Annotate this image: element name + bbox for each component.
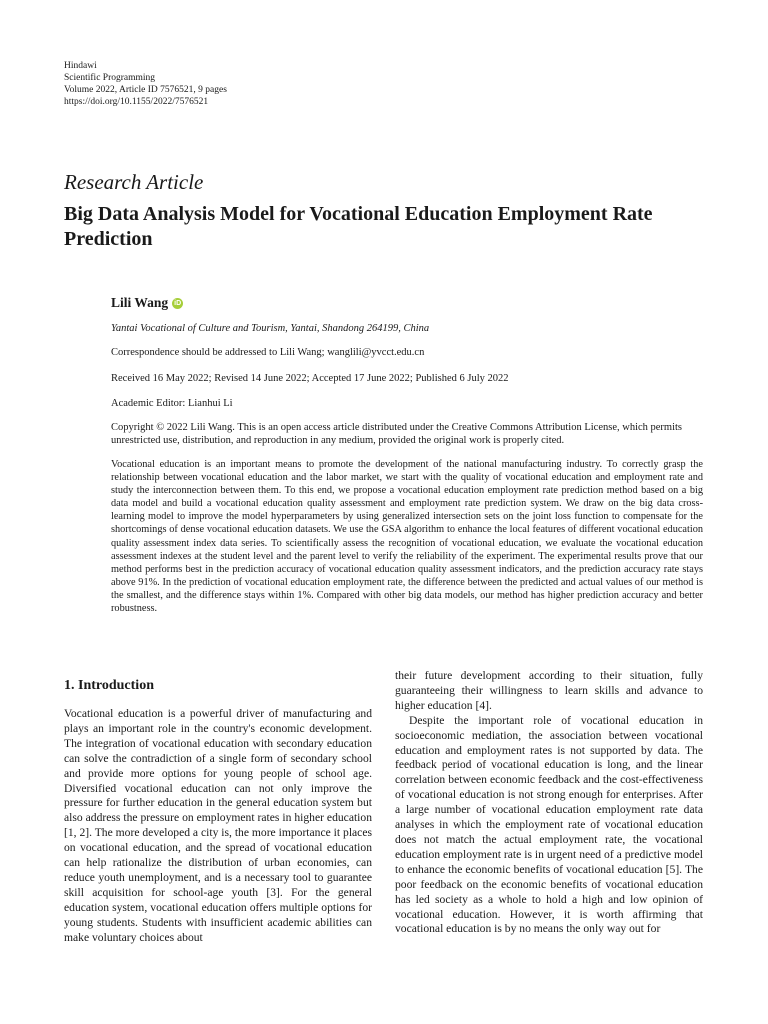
- correspondence: Correspondence should be addressed to Lili Wang; wanglili@yvcct.edu.cn: [111, 347, 425, 358]
- doi-link[interactable]: https://doi.org/10.1155/2022/7576521: [64, 97, 209, 107]
- author-name[interactable]: Lili Wang: [111, 295, 169, 310]
- publication-dates: Received 16 May 2022; Revised 14 June 2022; Accepted 17 June 2022; Published 6 July 2022: [111, 373, 509, 384]
- publisher-name: Hindawi: [64, 61, 97, 71]
- body-paragraph-right-2: Despite the important role of vocational education in socioeconomic mediation, the association between vocational education and employment rates is not supported by data. The feedback period of vocational education is long, and the linear correlation between economic feedback and the cost-effectiveness of vocational education is not strong enough for enterprises. After a large number of vocational education employment rate data analyses in which the employment rate of vocational education does not match the actual employment rate, the vocational education employment rate is in urgent need of a predictive model to enhance the economic benefits of vocational education [5]. The poor feedback on the economic benefits of vocational education has led society as a whole to hold a high and low opinion of vocational education. However, it is worth affirming that vocational education is by no means the only way out for: [395, 713, 703, 936]
- copyright-notice: Copyright © 2022 Lili Wang. This is an open access article distributed under the Creative Commons Attribution License, which permits unrestricted use, distribution, and reproduction in any medium, provided the original work is properly cited.: [111, 422, 683, 446]
- article-type: Research Article: [64, 170, 204, 194]
- journal-header: [64, 60, 227, 108]
- journal-name: Scientific Programming: [64, 73, 156, 83]
- author-line: [111, 295, 711, 311]
- affiliation: Yantai Vocational of Culture and Tourism, Yantai, Shandong 264199, China: [111, 323, 430, 334]
- volume-info: Volume 2022, Article ID 7576521, 9 pages: [64, 85, 227, 95]
- section-heading-introduction: 1. Introduction: [64, 678, 154, 693]
- academic-editor: Academic Editor: Lianhui Li: [111, 398, 233, 409]
- body-column-right: [395, 669, 703, 937]
- orcid-icon[interactable]: iD: [174, 299, 182, 307]
- body-paragraph-right-1: their future development according to their situation, fully guaranteeing their willingness to learn skills and advance to higher education [4].: [395, 669, 703, 712]
- body-paragraph-left: Vocational education is a powerful driver of manufacturing and plays an important role in the country's economic development. The integration of vocational education with secondary education can solve the contradiction of a single form of secondary school and provide more options for young people of school age. Diversified vocational education can not only improve the pressure for further education in the general education system but also address the pressure on employment rates in higher education [1, 2]. The more developed a city is, the more importance it places on vocational education, and the spread of vocational education can help rationalize the distribution of urban economies, can reduce youth unemployment, and is a necessary tool to guarantee skill acquisition for school-age youth [3]. For the general education system, vocational education offers multiple options for young students. Students with insufficient academic abilities can make voluntary choices about: [64, 707, 372, 944]
- paper-title: Big Data Analysis Model for Vocational Education Employment Rate Prediction: [64, 203, 653, 250]
- abstract: Vocational education is an important means to promote the development of the national manufacturing industry. To correctly grasp the relationship between vocational education and the labor market, we start with the quality of vocational education and employment rate and study the interconnection between them. To this end, we propose a vocational education employment rate prediction method based on a big data model and build a vocational education quality assessment and employment rate prediction system. We draw on the big data cross-learning model to improve the model hyperparameters by using generalized intersection sets on the joint loss function to compensate for the shortcomings of dense vocational education datasets. We use the GSA algorithm to enhance the local features of different vocational education quality assessment index data series. To scientifically assess the recognition of vocational education, we evaluate the vocational education assessment indexes at the student level and the parent level to verify the reliability of the experiment. The experimental results prove that our method performs best in the prediction accuracy of vocational education quality assessment indicators, and the prediction accuracy rate stays above 91%. In the prediction of vocational education employment rate, the difference between the predicted and actual values of our method is the smallest, and the difference stays within 1%. Compared with other big data models, our method has higher prediction accuracy and better robustness.: [111, 459, 703, 615]
